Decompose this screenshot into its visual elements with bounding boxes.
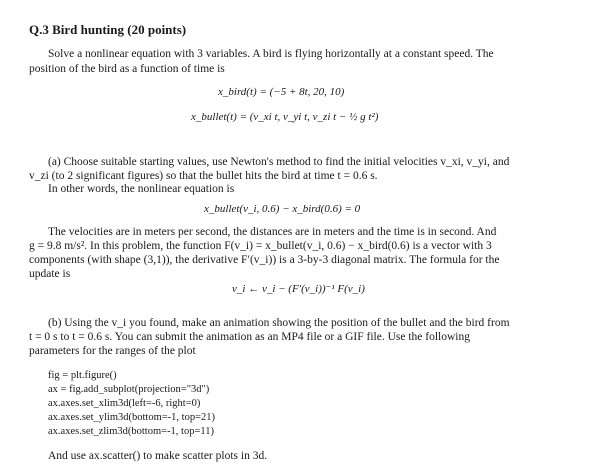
equation-bird-position: x_bird(t) = (−5 + 8t, 20, 10) (218, 86, 345, 98)
part-a-line-3: In other words, the nonlinear equation is (48, 183, 235, 195)
part-b-line-1: (b) Using the v_i you found, make an animation showing the position of the bullet and the bird from (48, 317, 510, 329)
intro-line-2: position of the bird as a function of time is (29, 63, 225, 75)
part-b-closing: And use ax.scatter() to make scatter plots in 3d. (48, 450, 268, 462)
part-a-line-2: v_zi (to 2 significant figures) so that the bullet hits the bird at time t = 0.6 s. (29, 170, 378, 182)
equation-nonlinear: x_bullet(v_i, 0.6) − x_bird(0.6) = 0 (204, 203, 361, 215)
code-line-4: ax.axes.set_ylim3d(bottom=-1, top=21) (48, 412, 215, 423)
part-a-body-line-3: components (with shape (3,1)), the derivative F′(v_i)) is a 3-by-3 diagonal matrix. The formula for the (29, 254, 500, 266)
intro-line-1: Solve a nonlinear equation with 3 variables. A bird is flying horizontally at a constant speed. The (48, 48, 494, 60)
equation-newton-update: v_i ← v_i − (F′(v_i))⁻¹ F(v_i) (232, 283, 365, 295)
code-line-1: fig = plt.figure() (48, 370, 117, 381)
part-a-line-1: (a) Choose suitable starting values, use Newton's method to find the initial velocities v_xi, v_yi, and (48, 156, 510, 168)
code-line-3: ax.axes.set_xlim3d(left=-6, right=0) (48, 398, 201, 409)
code-line-2: ax = fig.add_subplot(projection="3d") (48, 384, 210, 395)
code-line-5: ax.axes.set_zlim3d(bottom=-1, top=11) (48, 426, 215, 437)
question-title: Q.3 Bird hunting (20 points) (29, 22, 187, 37)
part-b-line-3: parameters for the ranges of the plot (29, 345, 196, 357)
part-a-body-line-2: g = 9.8 m/s². In this problem, the function F(v_i) = x_bullet(v_i, 0.6) − x_bird(0.6) is a vector with 3 (29, 240, 492, 252)
equation-bullet-position: x_bullet(t) = (v_xi t, v_yi t, v_zi t − ½ g t²) (191, 111, 379, 123)
part-a-body-line-4: update is (29, 268, 71, 280)
part-b-line-2: t = 0 s to t = 0.6 s. You can submit the animation as an MP4 file or a GIF file. Use the following (29, 331, 470, 343)
part-a-body-line-1: The velocities are in meters per second, the distances are in meters and the time is in second. And (48, 226, 497, 238)
